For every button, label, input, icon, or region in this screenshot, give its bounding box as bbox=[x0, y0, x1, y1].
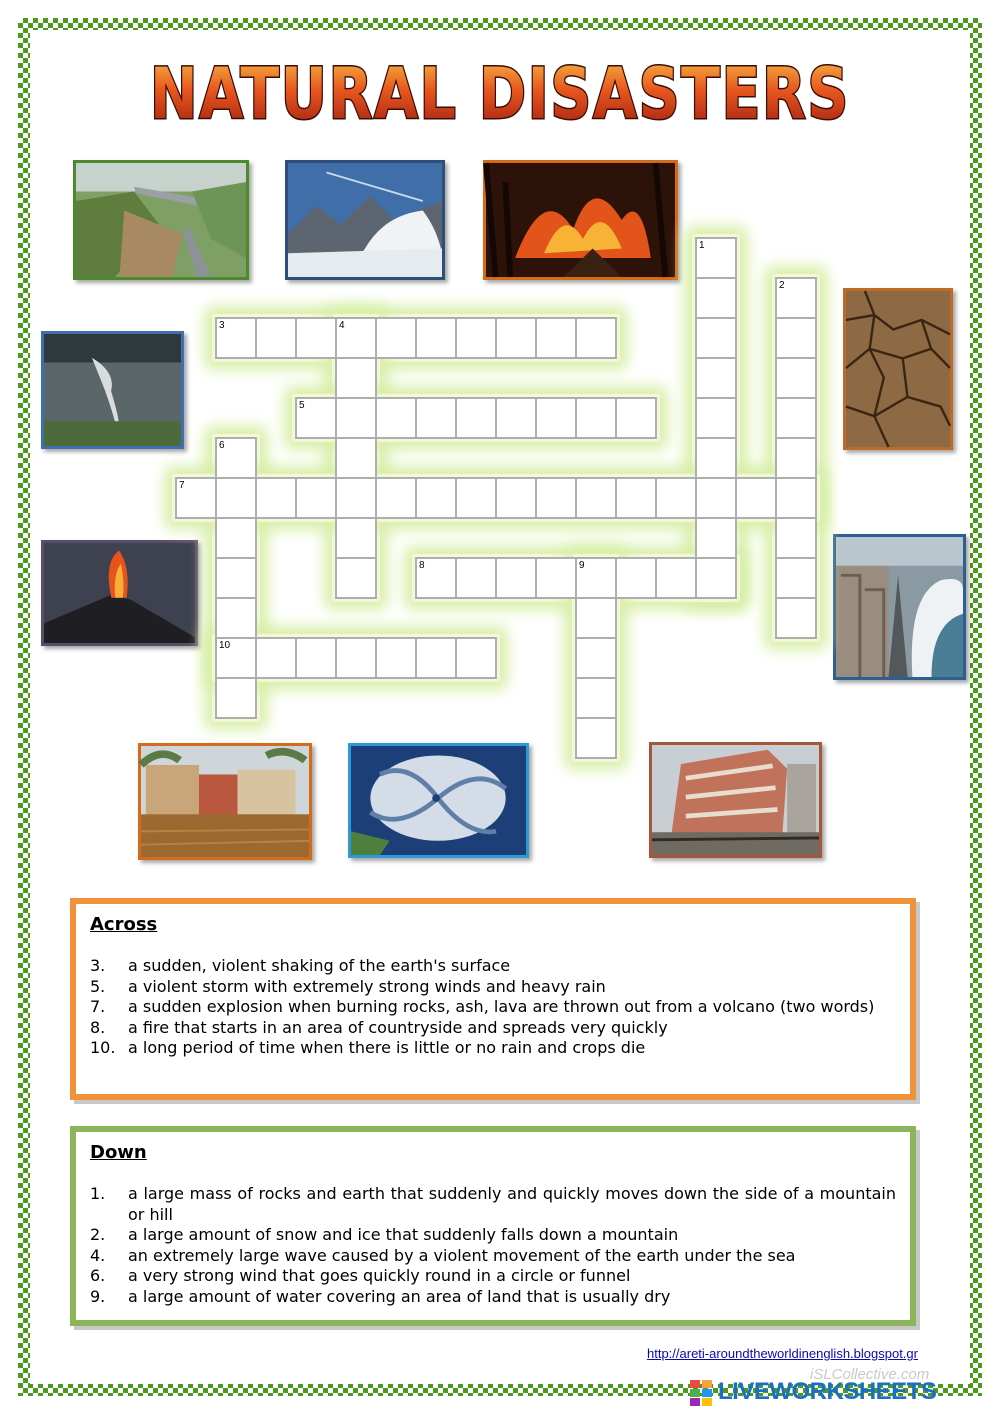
across-clue-8: 8. a fire that starts in an area of countryside and spreads very quickly bbox=[90, 1017, 668, 1037]
drought-photo bbox=[843, 288, 953, 450]
crossword-cell[interactable] bbox=[697, 359, 735, 397]
crossword-cell[interactable] bbox=[777, 519, 815, 557]
crossword-cell[interactable] bbox=[217, 479, 255, 517]
page-title bbox=[120, 48, 880, 138]
crossword-cell[interactable] bbox=[217, 559, 255, 597]
crossword-cell[interactable] bbox=[537, 479, 575, 517]
across-clue-10: 10. a long period of time when there is little or no rain and crops die bbox=[90, 1038, 646, 1057]
crossword-cell[interactable] bbox=[337, 319, 375, 357]
crossword-cell[interactable] bbox=[337, 479, 375, 517]
crossword-cell[interactable] bbox=[217, 599, 255, 637]
crossword-cell[interactable] bbox=[297, 399, 335, 437]
across-clues-box bbox=[70, 898, 916, 1100]
crossword-cell[interactable] bbox=[537, 399, 575, 437]
crossword-cell[interactable] bbox=[577, 599, 615, 637]
crossword-cell[interactable] bbox=[577, 479, 615, 517]
down-heading: Down bbox=[90, 1142, 147, 1163]
crossword-cell[interactable] bbox=[257, 479, 295, 517]
source-link[interactable]: http://areti-aroundtheworldinenglish.blogspot.gr bbox=[646, 1346, 918, 1361]
down-clues-box bbox=[70, 1126, 916, 1326]
crossword-cell[interactable] bbox=[777, 439, 815, 477]
down-clue-4: 4. an extremely large wave caused by a violent movement of the earth under the sea bbox=[90, 1245, 796, 1265]
crossword-cell[interactable] bbox=[657, 479, 695, 517]
crossword-cell[interactable] bbox=[377, 479, 415, 517]
liveworksheets-icon bbox=[690, 1380, 714, 1406]
crossword-cell[interactable] bbox=[297, 319, 335, 357]
crossword-cell[interactable] bbox=[377, 639, 415, 677]
down-clue-6: 6. a very strong wind that goes quickly round in a circle or funnel bbox=[90, 1266, 631, 1285]
across-heading: Across bbox=[90, 914, 158, 935]
crossword-cell[interactable] bbox=[777, 559, 815, 597]
down-clue-list bbox=[90, 1184, 896, 1307]
crossword-cell[interactable] bbox=[577, 319, 615, 357]
crossword-cell[interactable] bbox=[617, 559, 655, 597]
crossword-cell[interactable] bbox=[457, 639, 495, 677]
wildfire-photo bbox=[483, 160, 678, 280]
earthquake-photo bbox=[649, 742, 822, 858]
crossword-cell[interactable] bbox=[217, 519, 255, 557]
hurricane-photo bbox=[348, 743, 529, 858]
crossword-cell[interactable] bbox=[697, 319, 735, 357]
crossword-cell[interactable] bbox=[577, 399, 615, 437]
down-clue-9: 9. a large amount of water covering an area of land that is usually dry bbox=[90, 1286, 671, 1306]
crossword-cell[interactable] bbox=[497, 479, 535, 517]
crossword-cell[interactable] bbox=[457, 399, 495, 437]
clue-number: 1 bbox=[699, 240, 705, 251]
crossword-cell[interactable] bbox=[697, 399, 735, 437]
title-text: NATURAL DISASTERS bbox=[150, 53, 850, 135]
crossword-cell[interactable] bbox=[577, 719, 615, 757]
crossword-cell[interactable] bbox=[617, 479, 655, 517]
crossword-cell[interactable] bbox=[257, 319, 295, 357]
crossword-cell[interactable] bbox=[577, 639, 615, 677]
watermark-text: iSLCollective.com bbox=[810, 1366, 930, 1383]
crossword-cell[interactable] bbox=[577, 679, 615, 717]
crossword-cell[interactable] bbox=[497, 319, 535, 357]
crossword-cell[interactable] bbox=[337, 639, 375, 677]
crossword-cell[interactable] bbox=[697, 479, 735, 517]
down-clue-1: 1. a large mass of rocks and earth that suddenly and quickly moves down the side of a mountain or hill bbox=[90, 1184, 896, 1224]
crossword-cell[interactable] bbox=[217, 319, 255, 357]
across-clue-list bbox=[90, 956, 896, 1059]
crossword-cell[interactable] bbox=[537, 559, 575, 597]
across-clue-5: 5. a violent storm with extremely strong winds and heavy rain bbox=[90, 976, 606, 996]
crossword-cell[interactable] bbox=[657, 559, 695, 597]
crossword-cell[interactable] bbox=[617, 399, 655, 437]
crossword-cell[interactable] bbox=[737, 479, 775, 517]
clue-number: 5 bbox=[299, 400, 305, 411]
tsunami-photo bbox=[833, 534, 966, 680]
crossword-cell[interactable] bbox=[457, 479, 495, 517]
crossword-cell[interactable] bbox=[417, 639, 455, 677]
landslide-photo bbox=[73, 160, 249, 280]
crossword-cell[interactable] bbox=[337, 439, 375, 477]
crossword-cell[interactable] bbox=[337, 559, 375, 597]
crossword-cell[interactable] bbox=[697, 239, 735, 277]
crossword-cell[interactable] bbox=[697, 519, 735, 557]
crossword-cell[interactable] bbox=[257, 639, 295, 677]
flood-photo bbox=[138, 743, 312, 860]
crossword-cell[interactable] bbox=[217, 639, 255, 677]
crossword-cell[interactable] bbox=[337, 359, 375, 397]
crossword-cell[interactable] bbox=[217, 679, 255, 717]
volcano-photo bbox=[41, 540, 198, 646]
crossword-cell[interactable] bbox=[457, 559, 495, 597]
crossword-cell[interactable] bbox=[337, 519, 375, 557]
clue-number: 8 bbox=[419, 560, 425, 571]
clue-number: 9 bbox=[579, 560, 585, 571]
crossword-cell[interactable] bbox=[417, 319, 455, 357]
crossword-cell[interactable] bbox=[297, 639, 335, 677]
crossword-cell[interactable] bbox=[777, 319, 815, 357]
crossword-cell[interactable] bbox=[777, 599, 815, 637]
crossword-cell[interactable] bbox=[777, 479, 815, 517]
clue-number: 10 bbox=[219, 640, 231, 651]
crossword-cell[interactable] bbox=[457, 319, 495, 357]
crossword-cell[interactable] bbox=[377, 399, 415, 437]
crossword-cell[interactable] bbox=[177, 479, 215, 517]
clue-number: 2 bbox=[779, 280, 785, 291]
crossword-cell[interactable] bbox=[217, 439, 255, 477]
clue-number: 7 bbox=[179, 480, 185, 491]
crossword-cell[interactable] bbox=[497, 399, 535, 437]
crossword-cell[interactable] bbox=[377, 319, 415, 357]
tornado-photo bbox=[41, 331, 184, 449]
crossword-cell[interactable] bbox=[697, 559, 735, 597]
across-clue-3: 3. a sudden, violent shaking of the earth's surface bbox=[90, 956, 511, 975]
crossword-cell[interactable] bbox=[417, 559, 455, 597]
crossword-cell[interactable] bbox=[697, 279, 735, 317]
crossword-cell[interactable] bbox=[417, 399, 455, 437]
down-clue-2: 2. a large amount of snow and ice that suddenly falls down a mountain bbox=[90, 1225, 679, 1244]
crossword-cell[interactable] bbox=[577, 559, 615, 597]
across-clue-7: 7. a sudden explosion when burning rocks, ash, lava are thrown out from a volcano (two words) bbox=[90, 997, 875, 1016]
liveworksheets-logo bbox=[690, 1366, 990, 1408]
clue-number: 6 bbox=[219, 440, 225, 451]
crossword-cell[interactable] bbox=[697, 439, 735, 477]
clue-number: 3 bbox=[219, 320, 225, 331]
crossword-cell[interactable] bbox=[777, 359, 815, 397]
crossword-cell[interactable] bbox=[777, 399, 815, 437]
crossword-cell[interactable] bbox=[417, 479, 455, 517]
crossword-cell[interactable] bbox=[777, 279, 815, 317]
crossword-cell[interactable] bbox=[297, 479, 335, 517]
avalanche-photo bbox=[285, 160, 445, 280]
brand-text: LIVEWORKSHEETS bbox=[718, 1378, 937, 1405]
crossword-cell[interactable] bbox=[497, 559, 535, 597]
crossword-cell[interactable] bbox=[537, 319, 575, 357]
crossword-cell[interactable] bbox=[337, 399, 375, 437]
clue-number: 4 bbox=[339, 320, 345, 331]
